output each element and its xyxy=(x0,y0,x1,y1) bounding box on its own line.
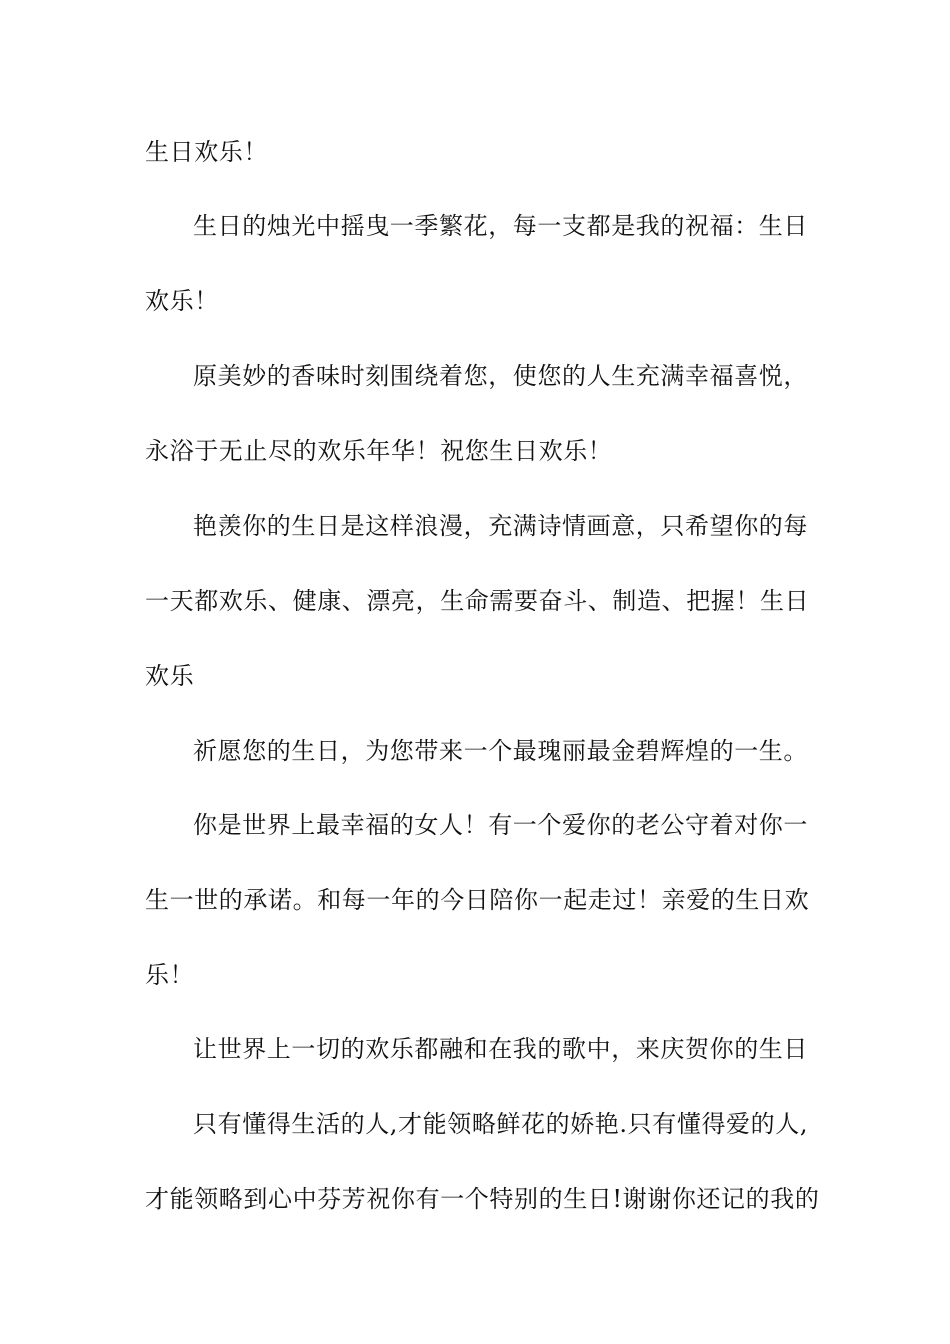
paragraph-line: 让世界上一切的欢乐都融和在我的歌中，来庆贺你的生日 xyxy=(193,1035,808,1063)
paragraph-line: 你是世界上最幸福的女人！有一个爱你的老公守着对你一 xyxy=(193,811,808,839)
paragraph-line: 原美妙的香味时刻围绕着您，使您的人生充满幸福喜悦， xyxy=(193,362,808,390)
paragraph-line: 只有懂得生活的人,才能领略鲜花的娇艳.只有懂得爱的人, xyxy=(193,1110,809,1138)
text-line: 才能领略到心中芬芳祝你有一个特别的生日!谢谢你还记的我的 xyxy=(145,1185,820,1213)
text-line: 一天都欢乐、健康、漂亮，生命需要奋斗、制造、把握！生日 xyxy=(145,587,810,615)
text-line: 乐！ xyxy=(145,961,195,989)
text-line: 欢乐 xyxy=(145,662,195,690)
paragraph-line: 祈愿您的生日，为您带来一个最瑰丽最金碧辉煌的一生。 xyxy=(193,737,808,765)
text-line: 生一世的承诺。和每一年的今日陪你一起走过！亲爱的生日欢 xyxy=(145,886,810,914)
paragraph-line: 艳羡你的生日是这样浪漫，充满诗情画意，只希望你的每 xyxy=(193,512,808,540)
text-line: 永浴于无止尽的欢乐年华！祝您生日欢乐！ xyxy=(145,437,613,465)
text-line: 欢乐！ xyxy=(145,287,219,315)
paragraph-line: 生日的烛光中摇曳一季繁花，每一支都是我的祝福：生日 xyxy=(193,212,808,240)
text-line: 生日欢乐！ xyxy=(145,138,268,166)
